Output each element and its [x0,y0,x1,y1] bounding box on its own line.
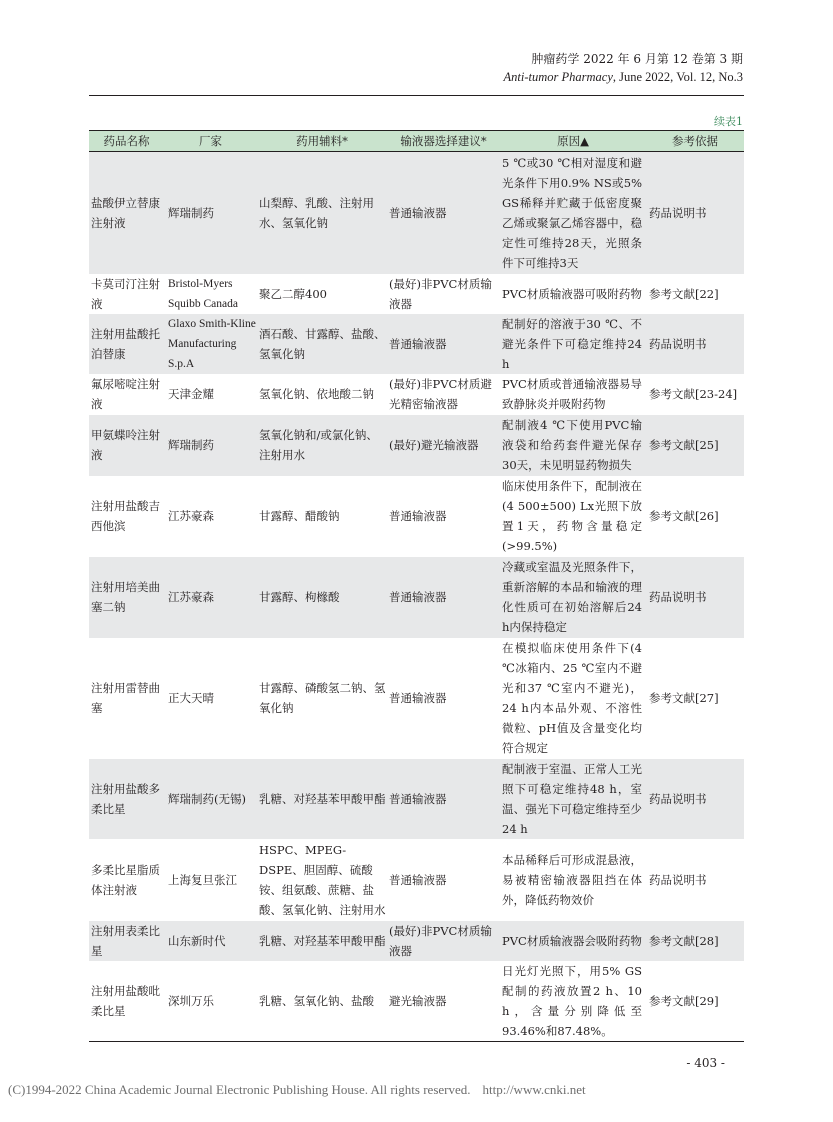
journal-issue-detail: , June 2022, Vol. 12, No.3 [612,70,743,84]
table-header-row [89,131,744,152]
cell-excipients: 乳糖、对羟基苯甲酸甲酯 [257,921,387,961]
cell-reference: 参考文献[25] [646,415,744,476]
cell-reason: 本品稀释后可形成混悬液，易被精密输液器阻挡在体外，降低药物效价 [502,852,642,907]
cell-drug-name: 注射用表柔比星 [89,921,164,961]
table-row [89,961,744,1042]
journal-issue-en [504,68,743,86]
copyright-text: (C)1994-2022 China Academic Journal Electronic Publishing House. All rights reserved. [8,1082,471,1097]
cell-reference: 参考文献[27] [649,691,719,705]
cell-excipients: HSPC、MPEG-DSPE、胆固醇、硫酸铵、组氨酸、蔗糖、盐酸、氢氧化钠、注射用水 [259,842,386,917]
cell-reason: 临床使用条件下，配制液在(4 500±500) Lx光照下放置1天，药物含量稳定(>99.5%) [502,479,642,553]
cell-infusion-set: (最好)避光输液器 [387,415,500,476]
cell-excipients: 甘露醇、醋酸钠 [259,509,340,523]
cell-manufacturer: 江苏豪森 [168,509,214,523]
cell-drug-name: 甲氨蝶呤注射液 [89,415,164,476]
cell-reference: 参考文献[29] [649,993,719,1008]
cell-infusion-set: 普通输液器 [389,872,447,887]
cell-excipients: 甘露醇、枸橼酸 [257,557,387,638]
cell-excipients: 乳糖、氢氧化钠、盐酸 [259,993,374,1008]
cell-manufacturer: 上海复旦张江 [168,872,237,887]
cell-manufacturer: 正大天晴 [168,691,214,705]
cell-infusion-set: 避光输液器 [389,993,447,1008]
header-rule [89,95,744,96]
journal-issue-cn: 肿瘤药学 2022 年 6 月第 12 卷第 3 期 [531,52,743,66]
cell-excipients: 乳糖、对羟基苯甲酸甲酯 [257,759,387,839]
cell-infusion-set: 普通输液器 [387,759,500,839]
cell-infusion-set: (最好)非PVC材质输液器 [387,921,500,961]
table-row [89,274,744,314]
cell-drug-name: 注射用盐酸多柔比星 [89,759,164,839]
header-manufacturer: 厂家 [164,131,257,152]
cell-infusion-set: 普通输液器 [389,691,447,705]
cell-reason: PVC材质输液器可吸附药物 [502,286,642,301]
cell-manufacturer: 辉瑞制药(无锡) [164,759,257,839]
cell-drug-name: 注射用雷替曲塞 [91,681,160,715]
cell-reference: 药品说明书 [649,872,707,887]
table-row [89,152,744,274]
cell-drug-name: 注射用培美曲塞二钠 [89,557,164,638]
cell-reference: 药品说明书 [646,557,744,638]
cell-manufacturer: 山东新时代 [164,921,257,961]
cell-reason: 冷藏或室温及光照条件下，重新溶解的本品和输液的理化性质可在初始溶解后24 h内保持稳定 [500,557,646,638]
cell-reason: 日光灯光照下，用5% GS配制的药液放置2 h、10 h，含量分别降低至93.46%和87.48%。 [502,963,642,1038]
header-excipients: 药用辅料* [257,131,387,152]
cell-drug-name: 注射用盐酸吉西他滨 [91,499,160,533]
cell-reason: PVC材质输液器会吸附药物 [500,921,646,961]
cell-reason: PVC材质或普通输液器易导致静脉炎并吸附药物 [502,377,642,411]
cell-drug-name: 注射用盐酸托泊替康 [89,314,164,374]
cell-infusion-set: (最好)非PVC材质避光精密输液器 [389,377,492,411]
cell-reason: 配制液4 ℃下使用PVC输液袋和给药套件避光保存30天，未见明显药物损失 [500,415,646,476]
drug-infusion-table [89,130,744,1042]
table-row [89,759,744,839]
header-reason: 原因▲ [500,131,646,152]
cell-reference: 参考文献[22] [649,286,719,301]
cell-manufacturer: Bristol-Myers Squibb Canada [168,277,238,310]
header-reference: 参考依据 [646,131,744,152]
table-row [89,314,744,374]
cell-reference: 参考文献[26] [649,509,719,523]
cell-manufacturer: 天津金耀 [168,387,214,401]
cell-excipients: 山梨醇、乳酸、注射用水、氢氧化钠 [257,152,387,274]
cell-reason: 在模拟临床使用条件下(4 ℃冰箱内、25 ℃室内不避光和37 ℃室内不避光)，24 h内本品外观、不溶性微粒、pH值及含量变化均符合规定 [502,641,642,755]
cell-drug-name: 氟尿嘧啶注射液 [91,377,160,411]
cell-manufacturer: Glaxo Smith-Kline Manufacturing S.p.A [164,314,257,374]
table-row [89,374,744,415]
cell-excipients: 氢氧化钠、依地酸二钠 [259,387,374,401]
cell-excipients: 聚乙二醇400 [259,286,327,301]
cell-drug-name: 盐酸伊立替康注射液 [89,152,164,274]
journal-name-en: Anti-tumor Pharmacy [503,70,613,84]
table-row [89,476,744,557]
copyright-footer [8,1082,586,1098]
cell-excipients: 酒石酸、甘露醇、盐酸、氢氧化钠 [257,314,387,374]
cell-reason: 5 ℃或30 ℃相对湿度和避光条件下用0.9% NS或5% GS稀释并贮藏于低密度聚乙烯或聚氯乙烯容器中，稳定性可维持28天，光照条件下可维持3天 [500,152,646,274]
cell-infusion-set: 普通输液器 [389,509,447,523]
table-row [89,415,744,476]
cell-excipients: 氢氧化钠和/或氯化钠、注射用水 [257,415,387,476]
table-continued-label: 续表1 [714,115,743,128]
cell-drug-name: 注射用盐酸吡柔比星 [91,983,160,1018]
cell-infusion-set: 普通输液器 [387,314,500,374]
cell-reference: 药品说明书 [646,759,744,839]
header-infusion-set: 输液器选择建议* [387,131,500,152]
cell-infusion-set: 普通输液器 [387,152,500,274]
cell-reason: 配制液于室温、正常人工光照下可稳定维持48 h，室温、强光下可稳定维持至少24 h [500,759,646,839]
cell-reference: 药品说明书 [646,314,744,374]
table-row [89,557,744,638]
cell-manufacturer: 辉瑞制药 [164,152,257,274]
cell-reason: 配制好的溶液于30 ℃、不避光条件下可稳定维持24 h [500,314,646,374]
cell-infusion-set: 普通输液器 [387,557,500,638]
cell-manufacturer: 辉瑞制药 [164,415,257,476]
page-number: - 403 - [686,1056,725,1070]
cnki-url: http://www.cnki.net [482,1082,586,1097]
cell-manufacturer: 江苏豪森 [164,557,257,638]
table-row [89,921,744,961]
table-row [89,839,744,921]
header-drug-name: 药品名称 [89,131,164,152]
table-row [89,638,744,759]
cell-infusion-set: (最好)非PVC材质输液器 [389,276,492,311]
cell-manufacturer: 深圳万乐 [168,993,214,1008]
cell-excipients: 甘露醇、磷酸氢二钠、氢氧化钠 [259,681,386,715]
cell-drug-name: 多柔比星脂质体注射液 [91,862,160,897]
cell-reference: 参考文献[28] [646,921,744,961]
journal-header [504,50,743,86]
cell-drug-name: 卡莫司汀注射液 [91,276,160,311]
cell-reference: 药品说明书 [646,152,744,274]
cell-reference: 参考文献[23-24] [649,387,738,401]
